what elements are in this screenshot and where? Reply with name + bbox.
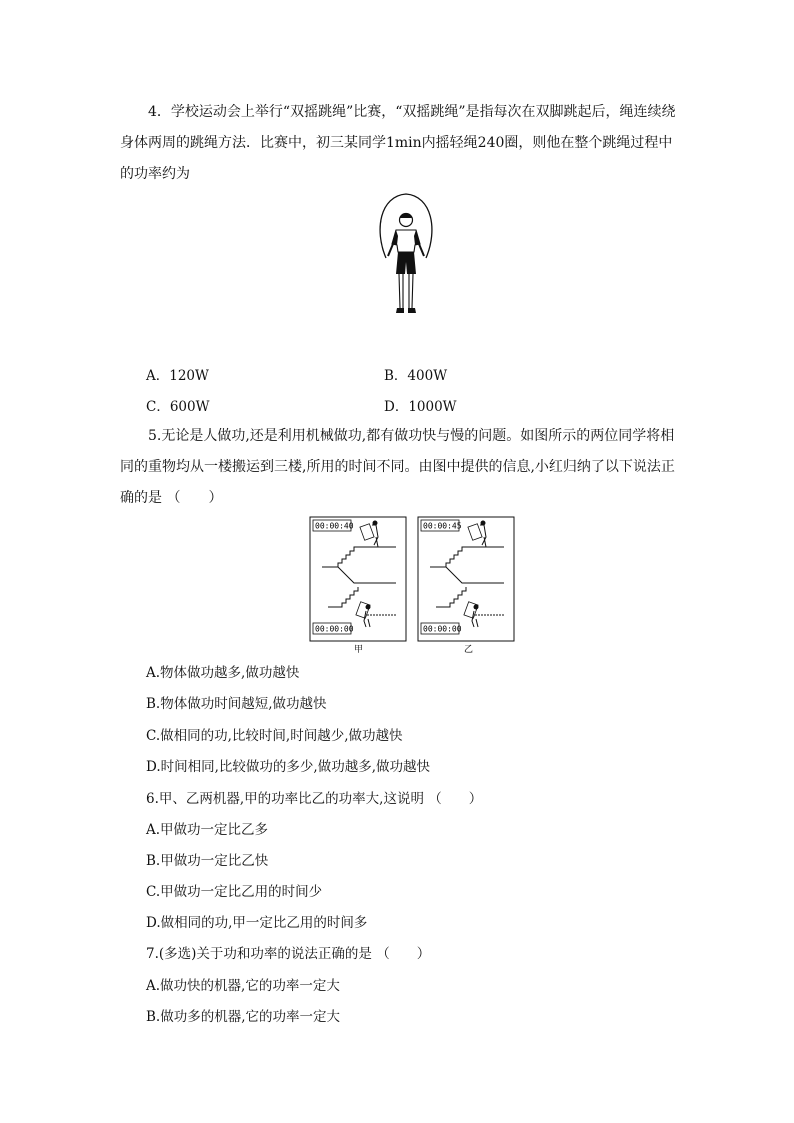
right-caption: 乙 xyxy=(464,645,474,655)
q6-option-b: B.甲做功一定比乙快 xyxy=(146,853,269,869)
q5-option-d: D.时间相同,比较做功的多少,做功越多,做功越快 xyxy=(146,759,431,775)
q4-option-b: B．400W xyxy=(384,368,448,384)
stairs-figure xyxy=(308,515,518,655)
jump-rope-figure xyxy=(372,190,440,322)
q7-option-a: A.做功快的机器,它的功率一定大 xyxy=(146,978,340,994)
question-6-text: 6.甲、乙两机器,甲的功率比乙的功率大,这说明 （ ） xyxy=(146,791,483,807)
left-caption: 甲 xyxy=(354,645,364,655)
q4-option-d: D．1000W xyxy=(384,399,457,415)
right-time-bottom: 00:00:00 xyxy=(423,624,462,634)
question-7-text: 7.(多选)关于功和功率的说法正确的是 （ ） xyxy=(146,946,431,962)
q4-option-c: C．600W xyxy=(146,399,210,415)
question-5-text: 5.无论是人做功,还是利用机械做功,都有做功快与慢的问题。如图所示的两位同学将相同的重物均从一楼搬运到三楼,所用的时间不同。由图中提供的信息,小红归纳了以下说法正确的是 （ ） xyxy=(120,428,675,506)
right-time-top: 00:00:45 xyxy=(423,521,462,531)
q6-option-c: C.甲做功一定比乙用的时间少 xyxy=(146,884,323,900)
left-time-top: 00:00:40 xyxy=(315,521,354,531)
left-time-bottom: 00:00:00 xyxy=(315,624,354,634)
q7-option-b: B.做功多的机器,它的功率一定大 xyxy=(146,1009,341,1025)
q5-option-a: A.物体做功越多,做功越快 xyxy=(146,665,300,681)
q6-option-d: D.做相同的功,甲一定比乙用的时间多 xyxy=(146,915,368,931)
question-4-text: 4．学校运动会上举行“双摇跳绳”比赛，“双摇跳绳”是指每次在双脚跳起后，绳连续绕身体两周的跳绳方法．比赛中，初三某同学1min内摇轻绳240圈，则他在整个跳绳过程中的功率约为 xyxy=(120,104,676,182)
q6-option-a: A.甲做功一定比乙多 xyxy=(146,822,269,838)
q5-option-b: B.物体做功时间越短,做功越快 xyxy=(146,696,327,712)
q5-option-c: C.做相同的功,比较时间,时间越少,做功越快 xyxy=(146,728,403,744)
q4-option-a: A．120W xyxy=(146,368,209,384)
